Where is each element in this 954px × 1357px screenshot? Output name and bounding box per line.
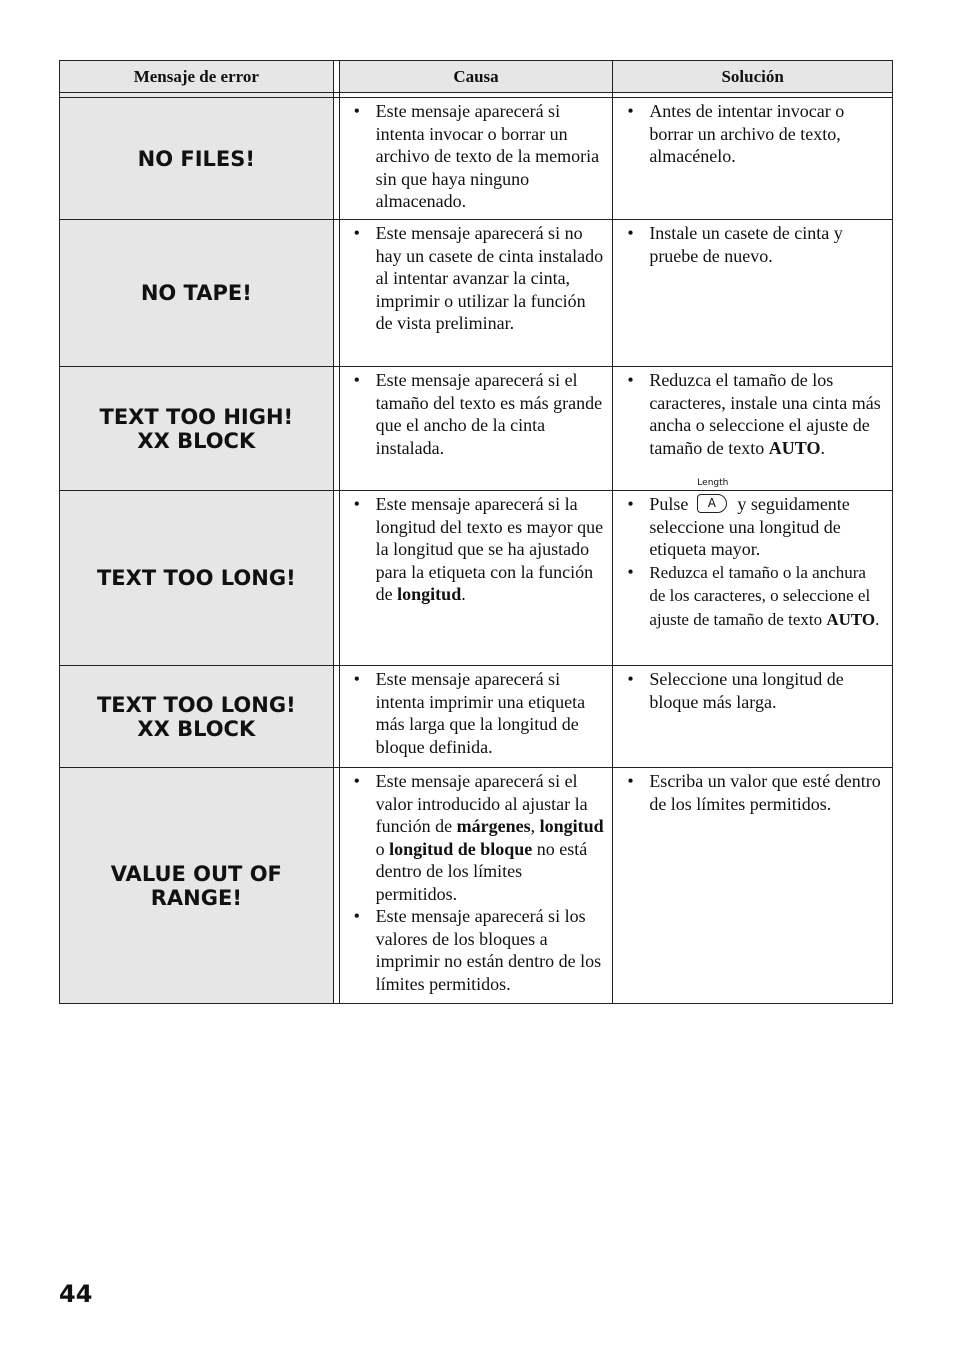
text-run: Pulse <box>649 494 693 514</box>
error-message-text: TEXT TOO LONG! <box>96 566 296 590</box>
text-run: . <box>875 609 880 629</box>
text-run: y seguidamente seleccione una longitud de etiqueta mayor. <box>649 494 850 559</box>
table-row <box>60 666 893 768</box>
text-run: Reduzca el tamaño de los caracteres, instale una cinta más ancha o seleccione el ajuste de tamaño de texto <box>649 370 881 458</box>
length-key-icon <box>696 478 730 513</box>
solution-list <box>627 100 886 168</box>
table-row <box>60 98 893 220</box>
cause-cell <box>339 220 613 367</box>
solution-list <box>627 770 886 815</box>
error-message-cell <box>60 367 334 491</box>
text-run: Este mensaje aparecerá si intenta imprimir una etiqueta más larga que la longitud de bloque definida. <box>375 669 586 757</box>
bold-text: longitud de bloque <box>389 838 533 859</box>
error-message-cell <box>60 666 334 768</box>
text-run: Este mensaje aparecerá si los valores de los bloques a imprimir no están dentro de los límites permitidos. <box>375 906 602 994</box>
error-message-cell <box>60 768 334 1004</box>
error-message-text: TEXT TOO LONG! <box>96 692 296 717</box>
solution-bullet-item <box>627 668 886 713</box>
text-run: . <box>461 584 466 604</box>
text-run: Este mensaje aparecerá si no hay un casete de cinta instalado al intentar avanzar la cinta, imprimir o utilizar la función de vista preliminar. <box>375 223 604 333</box>
cause-list <box>354 770 607 995</box>
text-run: Instale un casete de cinta y pruebe de nuevo. <box>649 223 843 266</box>
cause-list <box>354 369 607 459</box>
solution-list <box>627 478 886 631</box>
error-message-cell <box>60 491 334 666</box>
cause-list <box>354 668 607 758</box>
cause-bullet-item <box>354 905 607 995</box>
table-row <box>60 768 893 1004</box>
solution-bullet-item <box>627 100 886 168</box>
solution-cell <box>613 220 893 367</box>
table-body <box>60 93 893 1004</box>
solution-cell <box>613 768 893 1004</box>
text-run: Este mensaje aparecerá si el valor introducido al ajustar la función de <box>375 771 588 836</box>
text-run: Este mensaje aparecerá si el tamaño del texto es más grande que el ancho de la cinta instalada. <box>375 370 603 458</box>
error-message-text: TEXT TOO HIGH! <box>99 404 294 429</box>
solution-cell <box>613 98 893 220</box>
text-run: Reduzca el tamaño o la anchura de los caracteres, o seleccione el ajuste de tamaño de texto <box>649 562 871 629</box>
solution-bullet-item <box>627 369 886 459</box>
bold-text: longitud <box>539 816 604 836</box>
error-message-cell <box>60 220 334 367</box>
header-solution: Solución <box>613 61 893 93</box>
cause-bullet-item <box>354 493 607 606</box>
text-run: Seleccione una longitud de bloque más larga. <box>649 669 844 712</box>
bold-text: márgenes <box>456 816 531 836</box>
solution-cell <box>613 478 893 666</box>
solution-cell <box>613 367 893 491</box>
cause-list <box>354 100 607 213</box>
error-message-text: VALUE OUT OF <box>110 861 282 886</box>
cause-bullet-item <box>354 100 607 213</box>
cause-bullet-item <box>354 222 607 335</box>
table-header-row <box>60 61 893 93</box>
text-run: o <box>375 838 390 859</box>
error-message-text: RANGE! <box>150 885 242 910</box>
solution-bullet-item <box>627 561 886 632</box>
header-cause: Causa <box>339 61 613 93</box>
cause-bullet-item <box>354 770 607 905</box>
error-message-cell <box>60 98 334 220</box>
solution-bullet-item <box>627 770 886 815</box>
cause-list <box>354 493 607 606</box>
text-run: no está dentro de los límites permitidos. <box>375 838 588 904</box>
error-message-text: XX BLOCK <box>137 716 256 741</box>
text-run: Este mensaje aparecerá si intenta invocar o borrar un archivo de texto de la memoria sin que haya ninguno almacenado. <box>375 101 600 211</box>
solution-cell <box>613 666 893 768</box>
cause-list <box>354 222 607 335</box>
cause-cell <box>339 666 613 768</box>
cause-cell <box>339 768 613 1004</box>
error-message-table <box>59 60 893 1004</box>
solution-bullet-item <box>627 222 886 267</box>
table-row <box>60 367 893 491</box>
cause-cell <box>339 491 613 666</box>
bold-text: longitud <box>397 584 462 604</box>
table-row <box>60 491 893 666</box>
page-number: 44 <box>59 1280 93 1308</box>
table-row <box>60 220 893 367</box>
cause-cell <box>339 367 613 491</box>
cause-cell <box>339 98 613 220</box>
solution-bullet-item <box>627 478 886 561</box>
text-run: . <box>820 437 825 458</box>
text-run: , <box>530 816 540 836</box>
length-key-cap: A <box>697 494 727 513</box>
text-run: Antes de intentar invocar o borrar un archivo de texto, almacénelo. <box>649 101 845 166</box>
header-message: Mensaje de error <box>60 61 334 93</box>
error-message-text: XX BLOCK <box>137 428 256 453</box>
bold-text: AUTO <box>768 437 821 458</box>
cause-bullet-item <box>354 369 607 459</box>
solution-list <box>627 222 886 267</box>
error-message-text: NO TAPE! <box>140 281 252 305</box>
text-run: Escriba un valor que esté dentro de los límites permitidos. <box>649 771 881 814</box>
solution-list <box>627 668 886 713</box>
bold-text: AUTO <box>826 609 876 629</box>
error-message-text: NO FILES! <box>137 146 255 171</box>
length-key-label: Length <box>697 478 729 488</box>
cause-bullet-item <box>354 668 607 758</box>
text-run: Este mensaje aparecerá si la longitud del texto es mayor que la longitud que se ha ajustado para la etiqueta con la función de <box>375 494 604 604</box>
solution-list <box>627 369 886 459</box>
